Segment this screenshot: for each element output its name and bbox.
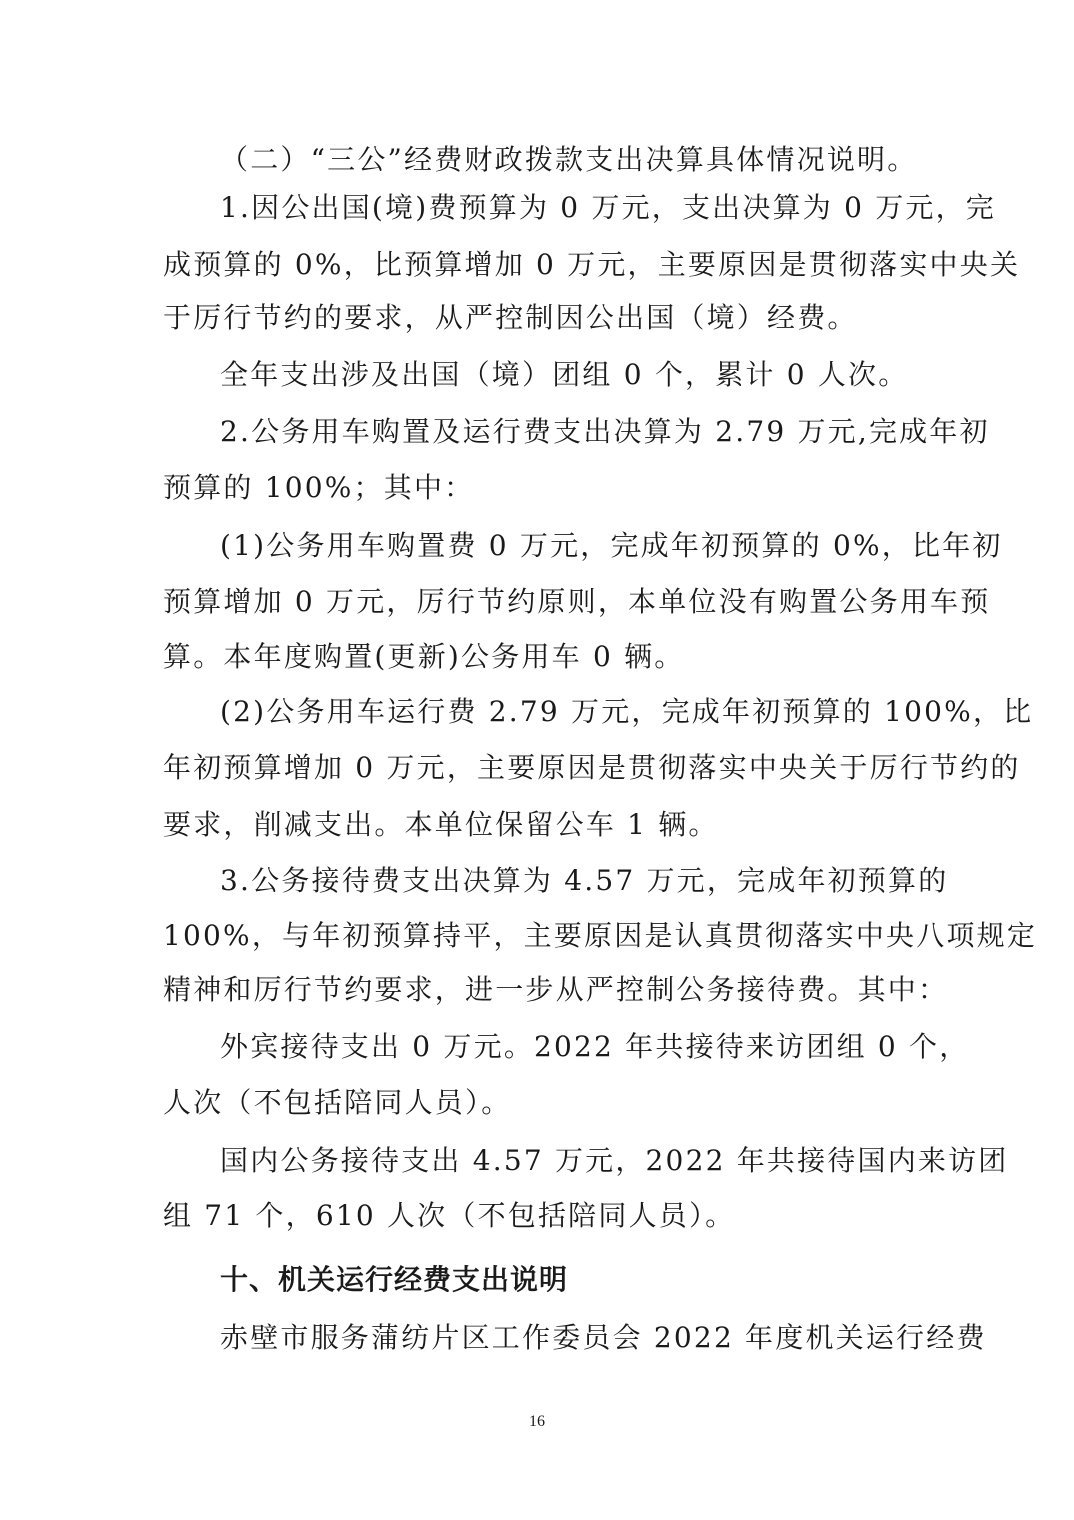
section-heading: 十、机关运行经费支出说明 [220,1263,569,1296]
paragraph-line: 要求，削减支出。本单位保留公车 1 辆。 [163,808,719,841]
paragraph-line: 预算增加 0 万元，厉行节约原则，本单位没有购置公务用车预 [163,585,991,618]
paragraph-line: (1)公务用车购置费 0 万元，完成年初预算的 0%，比年初 [220,529,1003,562]
paragraph-line: 100%，与年初预算持平，主要原因是认真贯彻落实中央八项规定 [163,919,1038,952]
paragraph-line: 国内公务接待支出 4.57 万元，2022 年共接待国内来访团 [220,1144,1009,1177]
paragraph-line: 年初预算增加 0 万元，主要原因是贯彻落实中央关于厉行节约的 [163,751,1021,784]
paragraph-line: 1.因公出国(境)费预算为 0 万元，支出决算为 0 万元，完 [220,191,996,224]
paragraph-line: 3.公务接待费支出决算为 4.57 万元，完成年初预算的 [220,864,949,897]
paragraph-line: 算。本年度购置(更新)公务用车 0 辆。 [163,640,685,673]
paragraph-line: 全年支出涉及出国（境）团组 0 个，累计 0 人次。 [220,358,909,391]
paragraph-line: 2.公务用车购置及运行费支出决算为 2.79 万元,完成年初 [220,415,990,448]
page-number: 16 [529,1413,545,1430]
paragraph-line: 外宾接待支出 0 万元。2022 年共接待来访团组 0 个， [220,1030,970,1063]
paragraph-line: (2)公务用车运行费 2.79 万元，完成年初预算的 100%，比 [220,695,1034,728]
paragraph-line: 人次（不包括陪同人员）。 [163,1086,512,1119]
paragraph-line: 于厉行节约的要求，从严控制因公出国（境）经费。 [163,301,858,334]
paragraph-line: 组 71 个，610 人次（不包括陪同人员）。 [163,1199,736,1232]
paragraph-line: 赤壁市服务蒲纺片区工作委员会 2022 年度机关运行经费 [220,1321,987,1354]
paragraph-line: 成预算的 0%，比预算增加 0 万元，主要原因是贯彻落实中央关 [163,248,1021,281]
paragraph-line: 预算的 100%；其中： [163,471,475,504]
paragraph-line: 精神和厉行节约要求，进一步从严控制公务接待费。其中： [163,973,949,1006]
subsection-title: （二）“三公”经费财政拨款支出决算具体情况说明。 [220,143,918,176]
